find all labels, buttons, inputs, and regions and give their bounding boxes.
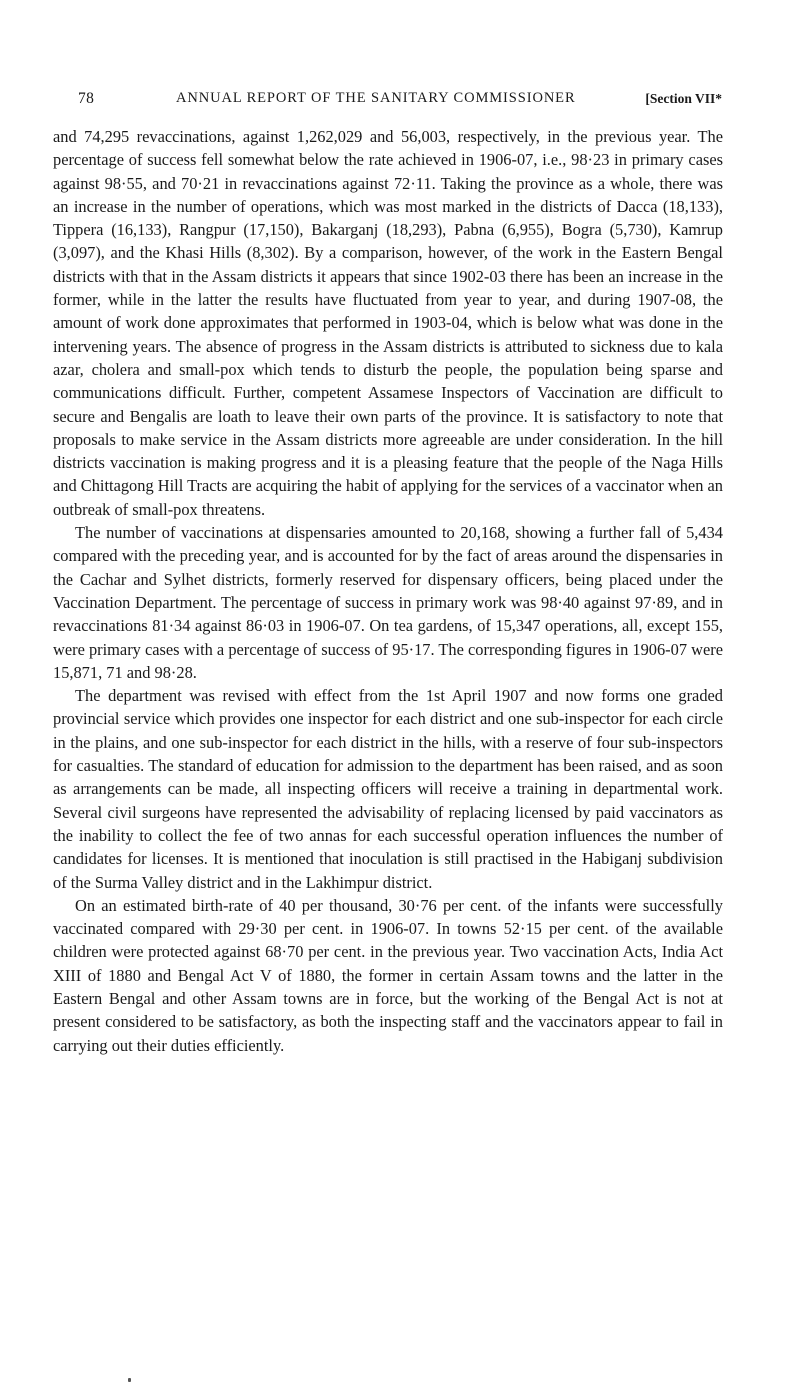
paragraph-vaccination-summary: and 74,295 revaccinations, against 1,262,029 and 56,003, respectively, in the previous year. The percentage of success fell somewhat below the rate achieved in 1906-07, i.e., 98·23 in primary cases against 98·55, and 70·21 in revaccinations against 72·11. Taking the province as a whole, there was an increase in the number of operations, which was most marked in the districts of Dacca (18,133), Tippera (16,133), Rangpur (17,150), Bakarganj (18,293), Pabna (6,955), Bogra (5,730), Kamrup (3,097), and the Khasi Hills (8,302). By a comparison, however, of the work in the Eastern Bengal districts with that in the Assam districts it appears that since 1902-03 there has been an increase in the former, while in the latter the results have fluctuated from year to year, and during 1907-08, the amount of work done approximates that performed in 1903-04, which is below what was done in the intervening years. The absence of progress in the Assam districts is attributed to sickness due to kala azar, cholera and small-pox which tends to disturb the people, the population being sparse and communications difficult. Further, competent Assamese Inspectors of Vaccination are difficult to secure and Bengalis are loath to leave their own parts of the province. It is satisfactory to note that proposals to make service in the Assam districts more agreeable are under consideration. In the hill districts vaccination is making progress and it is a pleasing feature that the people of the Naga Hills and Chittagong Hill Tracts are acquiring the habit of applying for the services of a vaccinator when an outbreak of small-pox threatens. — [53, 127, 723, 519]
stray-ink-mark — [128, 1378, 131, 1382]
paragraph-department-revision: The department was revised with effect from the 1st April 1907 and now forms one graded provincial service which provides one inspector for each district and one sub-inspector for each circle in the plains, and one sub-inspector for each district in the hills, with a reserve of four sub-inspectors for casualties. The standard of education for admission to the department has been raised, and as soon as arrangements can be made, all inspecting officers will receive a training in departmental work. Several civil surgeons have represented the advisability of replacing licensed by paid vaccinators as the inability to collect the fee of two annas for each successful operation influences the number of candidates for licenses. It is mentioned that inoculation is still practised in the Habiganj subdivision of the Surma Valley district and in the Lakhimpur district. — [53, 686, 723, 892]
page-number: 78 — [78, 90, 95, 107]
running-title: ANNUAL REPORT OF THE SANITARY COMMISSIONER — [176, 90, 576, 106]
page-header — [78, 90, 722, 112]
body-text — [53, 125, 723, 1057]
paragraph-dispensary-vaccinations: The number of vaccinations at dispensaries amounted to 20,168, showing a further fall of 5,434 compared with the preceding year, and is accounted for by the fact of areas around the dispensaries in the Cachar and Sylhet districts, formerly reserved for dispensary officers, being placed under the Vaccination Department. The percentage of success in primary work was 98·40 against 97·89, and in revaccinations 81·34 against 86·03 in 1906-07. On tea gardens, of 15,347 operations, all, except 155, were primary cases with a percentage of success of 95·17. The corresponding figures in 1906-07 were 15,871, 71 and 98·28. — [53, 523, 723, 682]
section-label: [Section VII* — [645, 91, 722, 106]
paragraph-birth-rate-and-acts: On an estimated birth-rate of 40 per thousand, 30·76 per cent. of the infants were successfully vaccinated compared with 29·30 per cent. in 1906-07. In towns 52·15 per cent. of the available children were protected against 68·70 per cent. in the previous year. Two vaccination Acts, India Act XIII of 1880 and Bengal Act V of 1880, the former in certain Assam towns and the latter in the Eastern Bengal and other Assam towns are in force, but the working of the Bengal Act is not at present considered to be satisfactory, as both the inspecting staff and the vaccinators appear to fail in carrying out their duties efficiently. — [53, 895, 723, 1055]
